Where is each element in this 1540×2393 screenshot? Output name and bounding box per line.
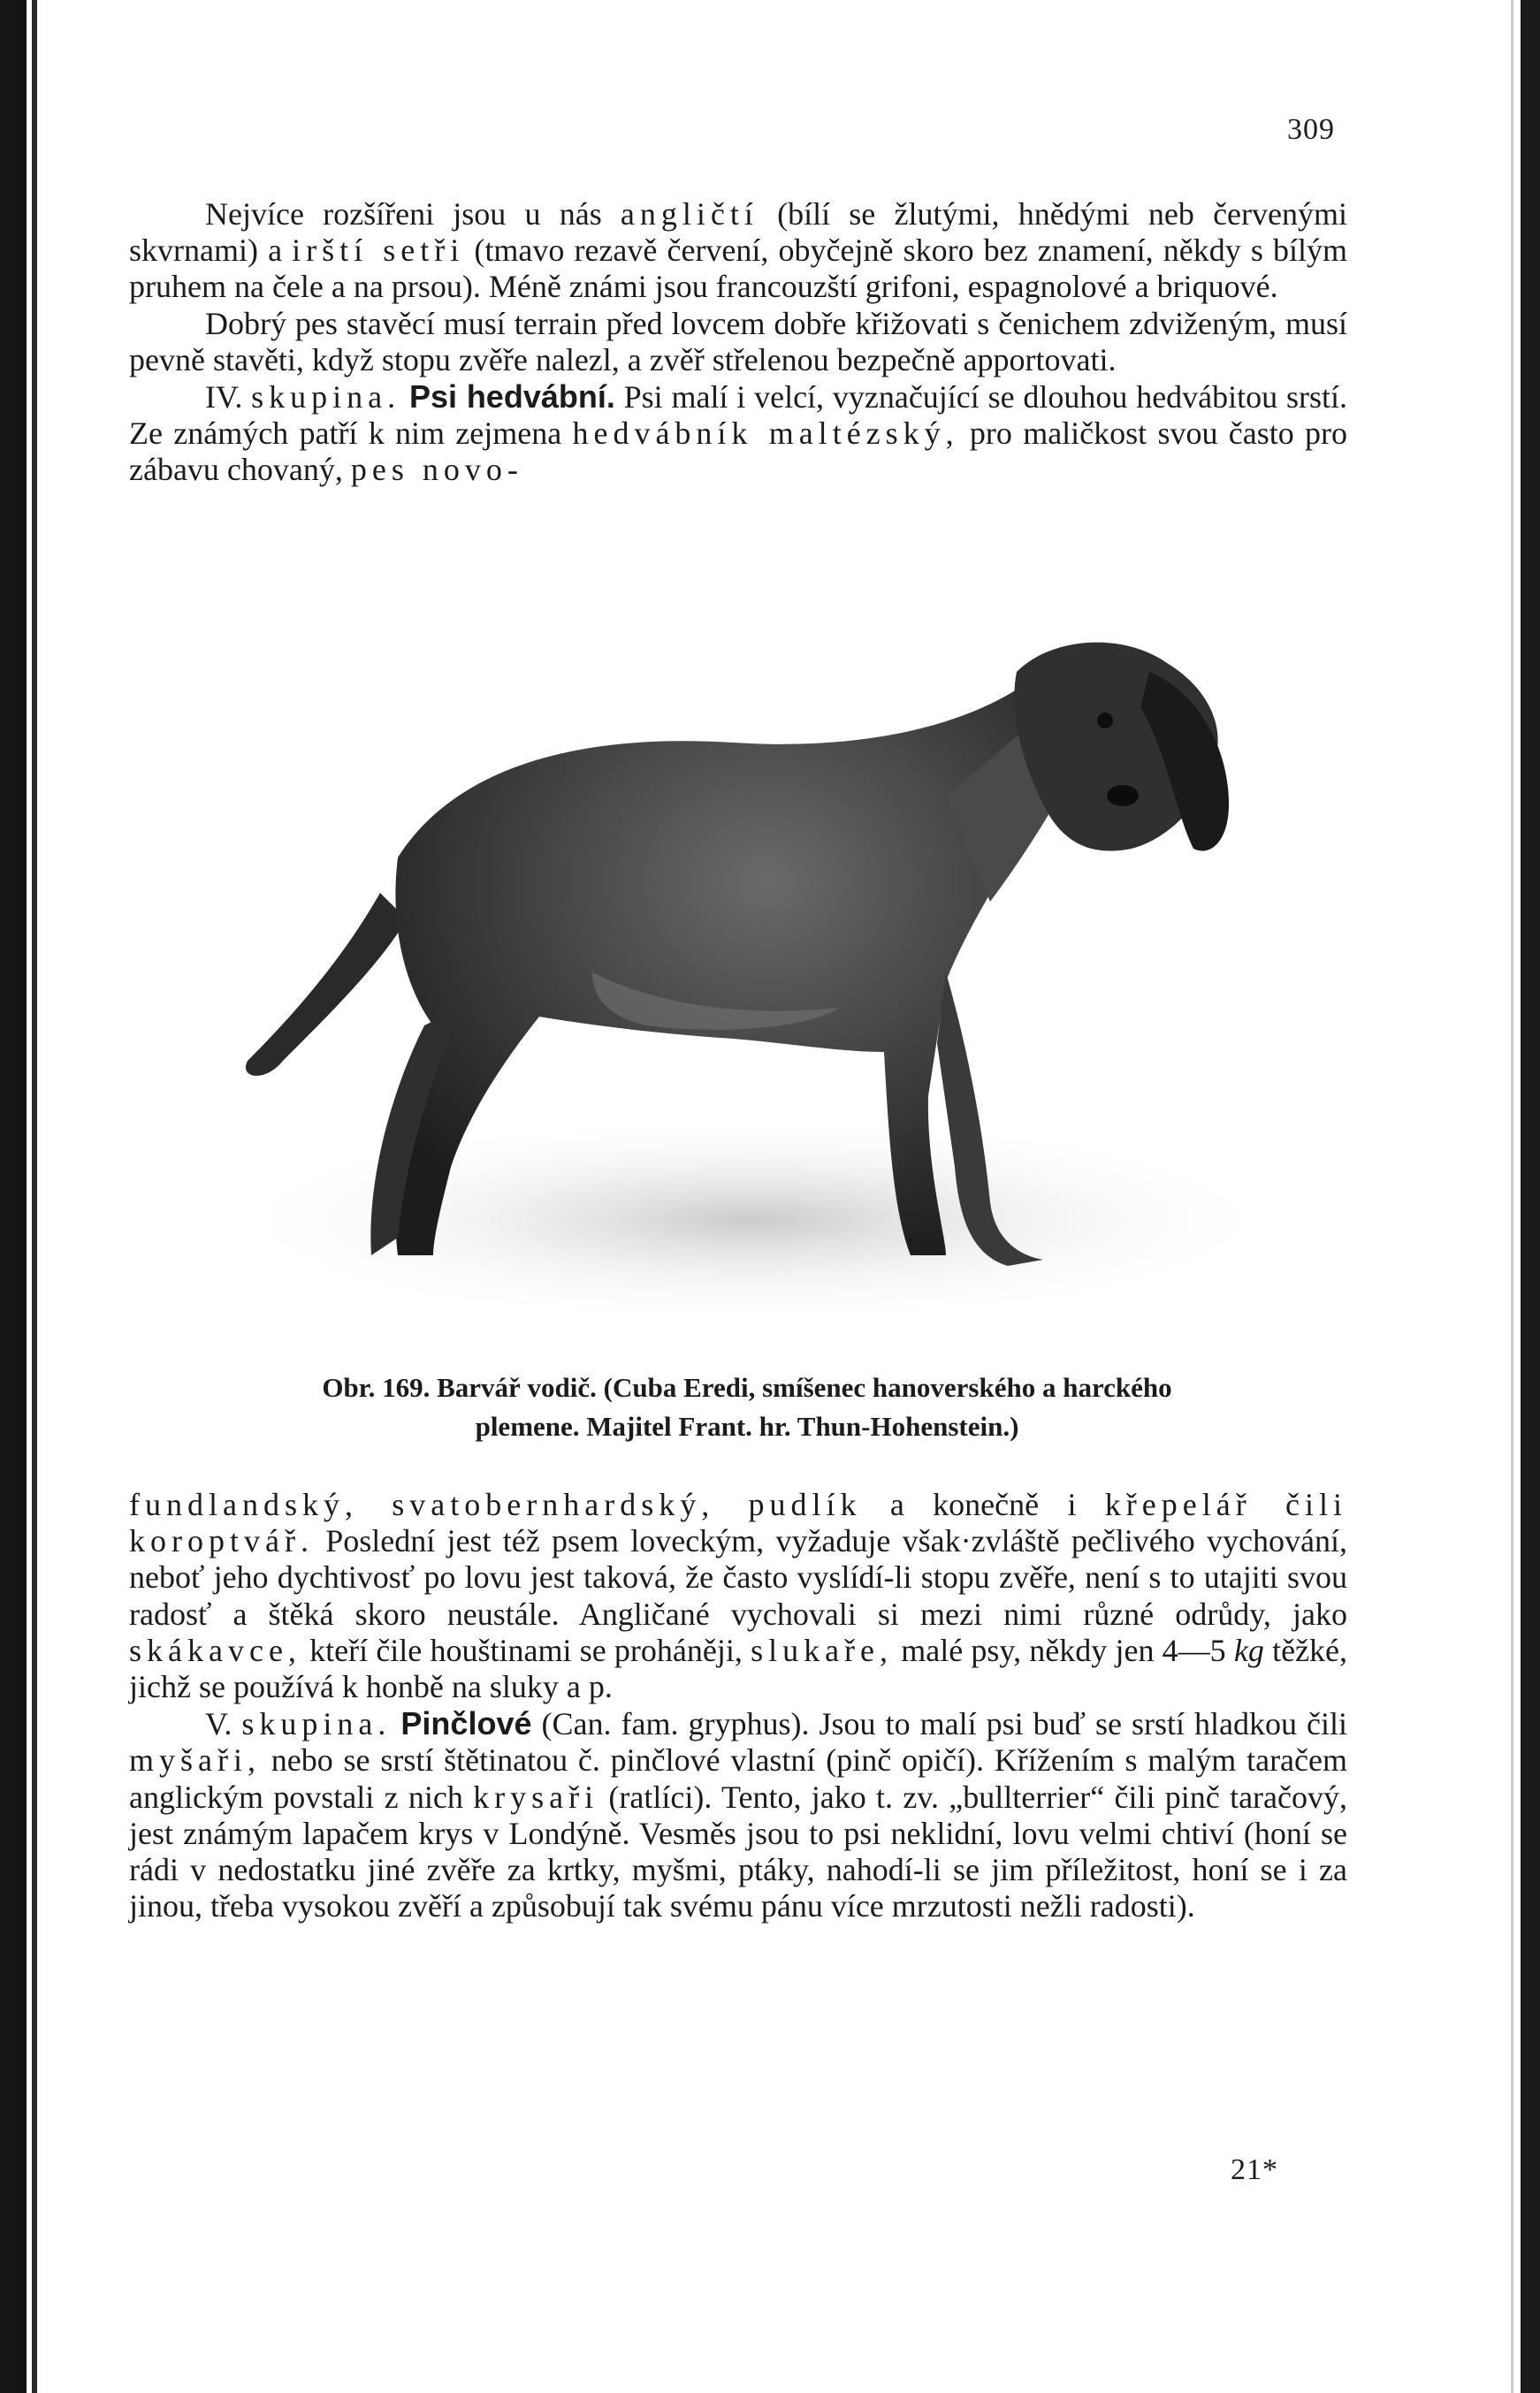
- text-run: (bílí se žlutými, hnědými neb červenými skvrnami) a: [129, 196, 1347, 269]
- bold-term: Pinčlové: [400, 1705, 532, 1742]
- text-run: nebo se srstí štětinatou č. pinčlové vlastní (pinč opičí). Křížením s malým taračem anglickým povstali z nich: [129, 1742, 1347, 1815]
- caption-line-2: plemene. Majitel Frant. hr. Thun-Hohenstein.): [475, 1411, 1019, 1442]
- spaced-term: pes novo-: [350, 452, 523, 488]
- text-run: a konečně i: [861, 1487, 1105, 1522]
- spaced-term: skupina.: [251, 379, 401, 415]
- bottom-text-block: [129, 1487, 1347, 1924]
- text-run: těžké, jichž se používá k honbě na sluky a p.: [129, 1632, 1348, 1705]
- spaced-term: skákavce,: [129, 1632, 301, 1668]
- spaced-term: angličtí: [620, 196, 759, 232]
- spaced-term: krysaři: [473, 1779, 599, 1815]
- text-run: (Can. fam. gryphus). Jsou to malí psi buď se srstí hladkou čili: [531, 1706, 1347, 1742]
- caption-line-1: Obr. 169. Barvář vodič. (Cuba Eredi, smíšenec hanoverského a harckého: [322, 1372, 1172, 1403]
- spaced-term: hedvábník maltézský,: [572, 415, 959, 452]
- text-run: Poslední jest též psem loveckým, vyžaduje však·zvláště pečlivého vychování, neboť jeho dychtivosť po lovu jest taková, že často vyslídí-li stopu zvěře, není s to utajiti svou radosť a štěká skoro neustále. Angličané vychovali si mezi nimi různé odrůdy, jako: [129, 1523, 1347, 1632]
- paragraph-group-four: [129, 378, 1347, 489]
- page-edge-right: [1521, 0, 1540, 2393]
- spaced-term: slukaře,: [751, 1632, 894, 1668]
- text-run: [391, 1706, 400, 1741]
- paragraph-pointer-dog: Dobrý pes stavěcí musí terrain před lovcem dobře křižovati s čenichem zdviženým, musí pevně stavěti, když stopu zvěře nalezl, a zvěř střelenou bezpečně apportovati.: [129, 305, 1347, 377]
- spaced-term: myšaři,: [129, 1742, 261, 1779]
- text-run: Psi malí i velcí, vyznačující se dlouhou hedvábitou srstí. Ze známých patří k nim zejmena: [129, 379, 1347, 452]
- spaced-term: skupina.: [241, 1706, 392, 1742]
- text-run: (tmavo rezavě červení, obyčejně skoro bez znamení, někdy s bílým pruhem na čele a na prsou). Méně známi jsou francouzští grifoni, espagnolové a briquové.: [129, 232, 1348, 305]
- page-edge-left-line: [32, 0, 37, 2393]
- dog-tail: [246, 893, 407, 1076]
- text-run: V.: [205, 1706, 242, 1742]
- page-edge-left: [0, 0, 27, 2393]
- text-run: IV.: [205, 379, 252, 415]
- figure-caption: [168, 1368, 1326, 1446]
- italic-unit: kg: [1233, 1632, 1264, 1668]
- text-run: pro maličkost svou často pro zábavu chovaný,: [129, 415, 1347, 488]
- text-run: malé psy, někdy jen 4—5: [893, 1632, 1234, 1668]
- dog-nose: [1107, 785, 1139, 806]
- top-text-block: [129, 196, 1347, 489]
- page-number: 309: [1287, 113, 1335, 146]
- bold-term: Psi hedvábní.: [408, 378, 615, 415]
- paragraph-group-five: [129, 1705, 1347, 1924]
- page-edge-right-line: [1511, 0, 1513, 2393]
- spaced-term: irští setři: [292, 232, 465, 269]
- text-run: Nejvíce rozšířeni jsou u nás: [205, 196, 621, 232]
- spaced-term: křepelář čili koroptvář.: [129, 1487, 1347, 1559]
- text-run: kteří čile houštinami se proháněji,: [301, 1632, 751, 1668]
- paragraph-setters: [129, 196, 1347, 306]
- page-signature: 21*: [1231, 2153, 1278, 2186]
- dog-illustration: [168, 636, 1326, 1344]
- dog-eye: [1097, 713, 1113, 728]
- paragraph-newfoundland: [129, 1487, 1347, 1705]
- text-run: (ratlíci). Tento, jako t. zv. „bullterrier“ čili pinč taračový, jest známým lapačem krys v Londýně. Vesměs jsou to psi neklidní, lovu velmi chtiví (honí se rádi v nedostatku jiné zvěře za krtky, myšmi, ptáky, nahodí-li se jim příležitost, honí se i za jinou, třeba vysokou zvěří a způsobují tak svému pánu více mrzutosti nežli radosti).: [129, 1779, 1347, 1924]
- spaced-term: fundlandský, svatobernhardský, pudlík: [129, 1487, 862, 1522]
